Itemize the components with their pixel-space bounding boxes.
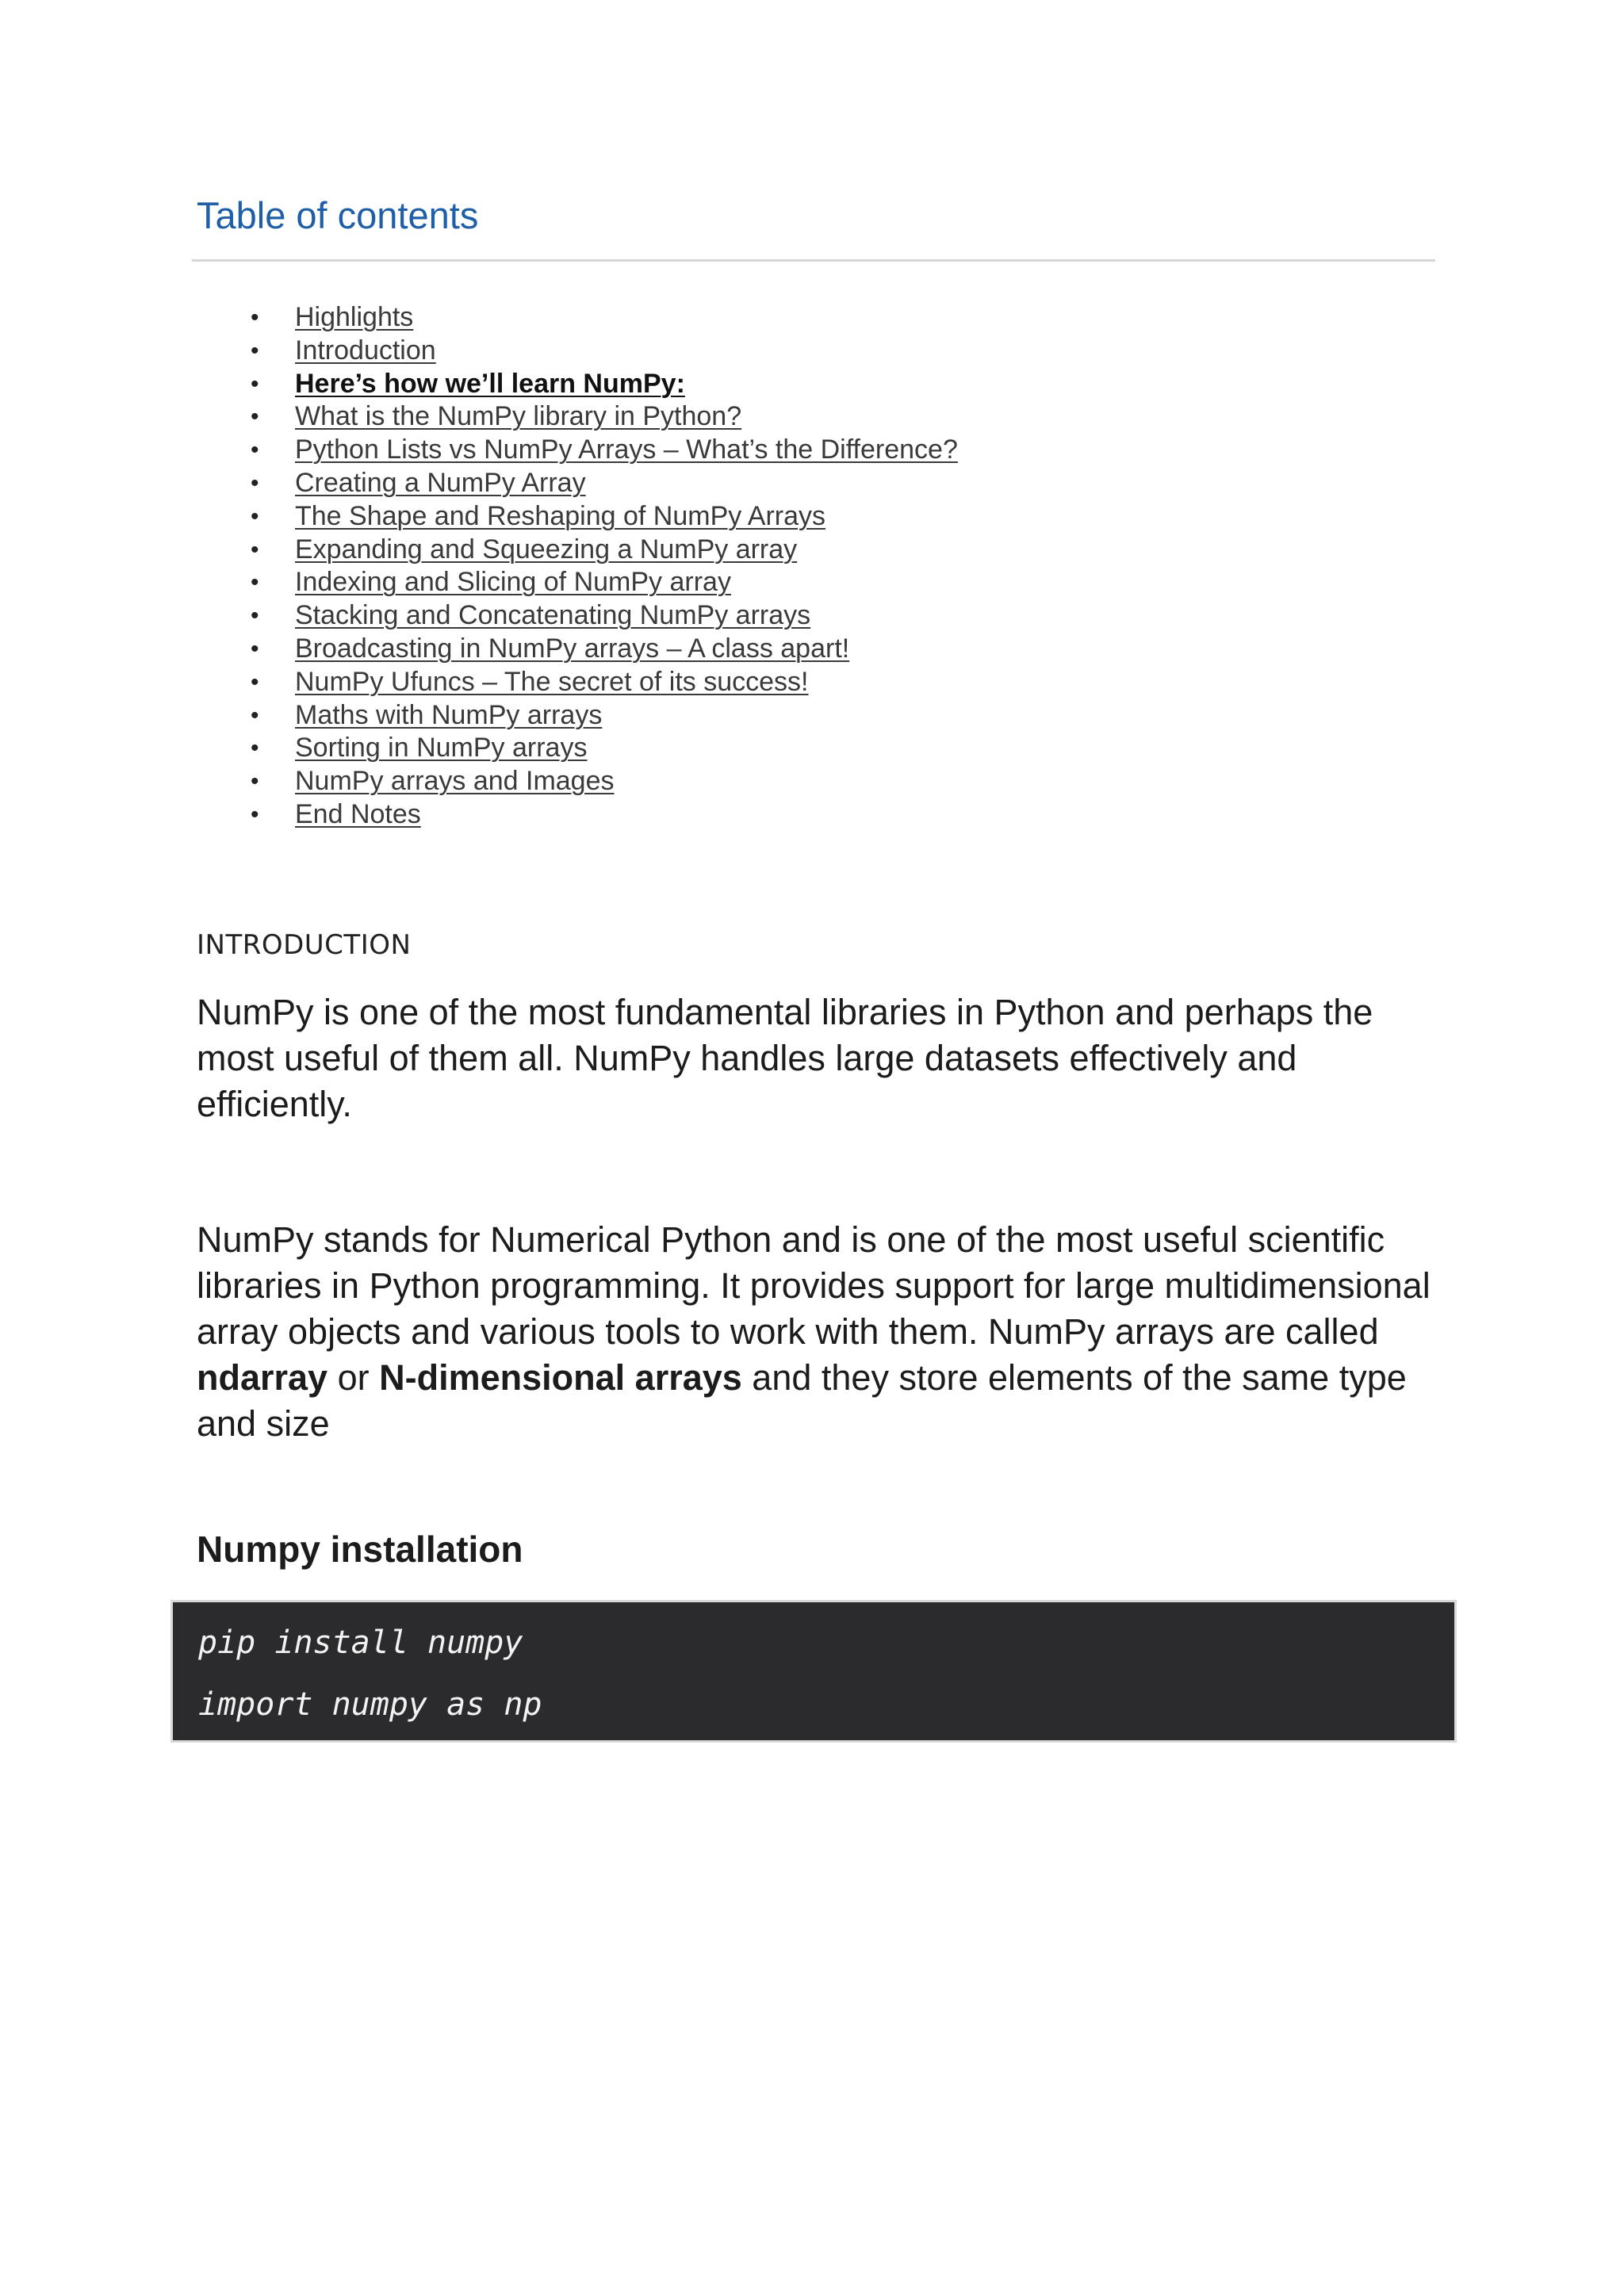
toc-item [251, 599, 958, 633]
toc-divider [192, 259, 1435, 262]
bullet-icon: • [251, 603, 259, 629]
toc-link-sorting[interactable]: Sorting in NumPy arrays [295, 733, 588, 763]
bullet-icon: • [251, 337, 259, 364]
toc-link-what-is-numpy[interactable]: What is the NumPy library in Python? [295, 401, 742, 432]
toc-item [251, 400, 958, 434]
intro-paragraph-1: NumPy is one of the most fundamental libraries in Python and perhaps the most useful of them all. NumPy handles large datasets effectively and efficiently. [197, 992, 1373, 1124]
code-line: import numpy as np [198, 1686, 542, 1723]
bullet-icon: • [251, 536, 259, 563]
toc-link-indexing-slicing[interactable]: Indexing and Slicing of NumPy array [295, 567, 731, 598]
toc-item [251, 566, 958, 599]
installation-heading: Numpy installation [197, 1529, 523, 1570]
toc-link-shape-reshaping[interactable]: The Shape and Reshaping of NumPy Arrays [295, 500, 826, 531]
toc-link-end-notes[interactable]: End Notes [295, 798, 421, 829]
toc-link-ufuncs[interactable]: NumPy Ufuncs – The secret of its success! [295, 666, 809, 697]
bullet-icon: • [251, 437, 259, 464]
toc-list [251, 301, 958, 832]
toc-item [251, 534, 958, 567]
bullet-icon: • [251, 735, 259, 762]
toc-link-broadcasting[interactable]: Broadcasting in NumPy arrays – A class apart! [295, 633, 850, 664]
toc-link-images[interactable]: NumPy arrays and Images [295, 766, 615, 797]
toc-item [251, 732, 958, 765]
bullet-icon: • [251, 370, 259, 397]
toc-link-maths[interactable]: Maths with NumPy arrays [295, 699, 603, 730]
toc-title: Table of contents [197, 194, 479, 236]
paragraph-text: NumPy stands for Numerical Python and is one of the most useful scientific libraries in Python programming. It provides support for large multidimensional array objects and various tools to work with them. NumPy arrays are called [197, 1219, 1431, 1352]
paragraph-text: or [327, 1357, 380, 1398]
toc-link-how-we-learn[interactable]: Here’s how we’ll learn NumPy: [295, 368, 685, 399]
bullet-icon: • [251, 635, 259, 662]
term-ndarray: ndarray [197, 1357, 328, 1398]
bullet-icon: • [251, 702, 259, 729]
toc-item [251, 699, 958, 733]
bullet-icon: • [251, 503, 259, 530]
code-block [170, 1600, 1457, 1743]
toc-item [251, 335, 958, 368]
introduction-label: INTRODUCTION [197, 929, 412, 961]
toc-item [251, 666, 958, 699]
bullet-icon: • [251, 404, 259, 430]
toc-item [251, 500, 958, 534]
toc-item [251, 633, 958, 666]
code-line: pip install numpy [198, 1624, 523, 1661]
bullet-icon: • [251, 668, 259, 695]
toc-link-highlights[interactable]: Highlights [295, 302, 414, 332]
toc-link-introduction[interactable]: Introduction [295, 335, 436, 365]
bullet-icon: • [251, 801, 259, 828]
bullet-icon: • [251, 768, 259, 795]
bullet-icon: • [251, 469, 259, 496]
toc-item [251, 301, 958, 335]
bullet-icon: • [251, 304, 259, 331]
toc-item [251, 798, 958, 832]
toc-item [251, 434, 958, 467]
intro-paragraph-2 [197, 1217, 1450, 1447]
toc-item [251, 368, 958, 401]
toc-link-expanding-squeezing[interactable]: Expanding and Squeezing a NumPy array [295, 534, 798, 564]
bullet-icon: • [251, 569, 259, 596]
toc-link-stacking-concatenating[interactable]: Stacking and Concatenating NumPy arrays [295, 600, 811, 631]
toc-item [251, 467, 958, 500]
toc-item [251, 765, 958, 798]
paragraph-text: and they store elements of the same type and size [197, 1357, 1407, 1444]
term-n-dimensional-arrays: N-dimensional arrays [379, 1357, 742, 1398]
toc-link-creating-array[interactable]: Creating a NumPy Array [295, 467, 586, 498]
toc-link-lists-vs-arrays[interactable]: Python Lists vs NumPy Arrays – What’s the Difference? [295, 434, 958, 465]
